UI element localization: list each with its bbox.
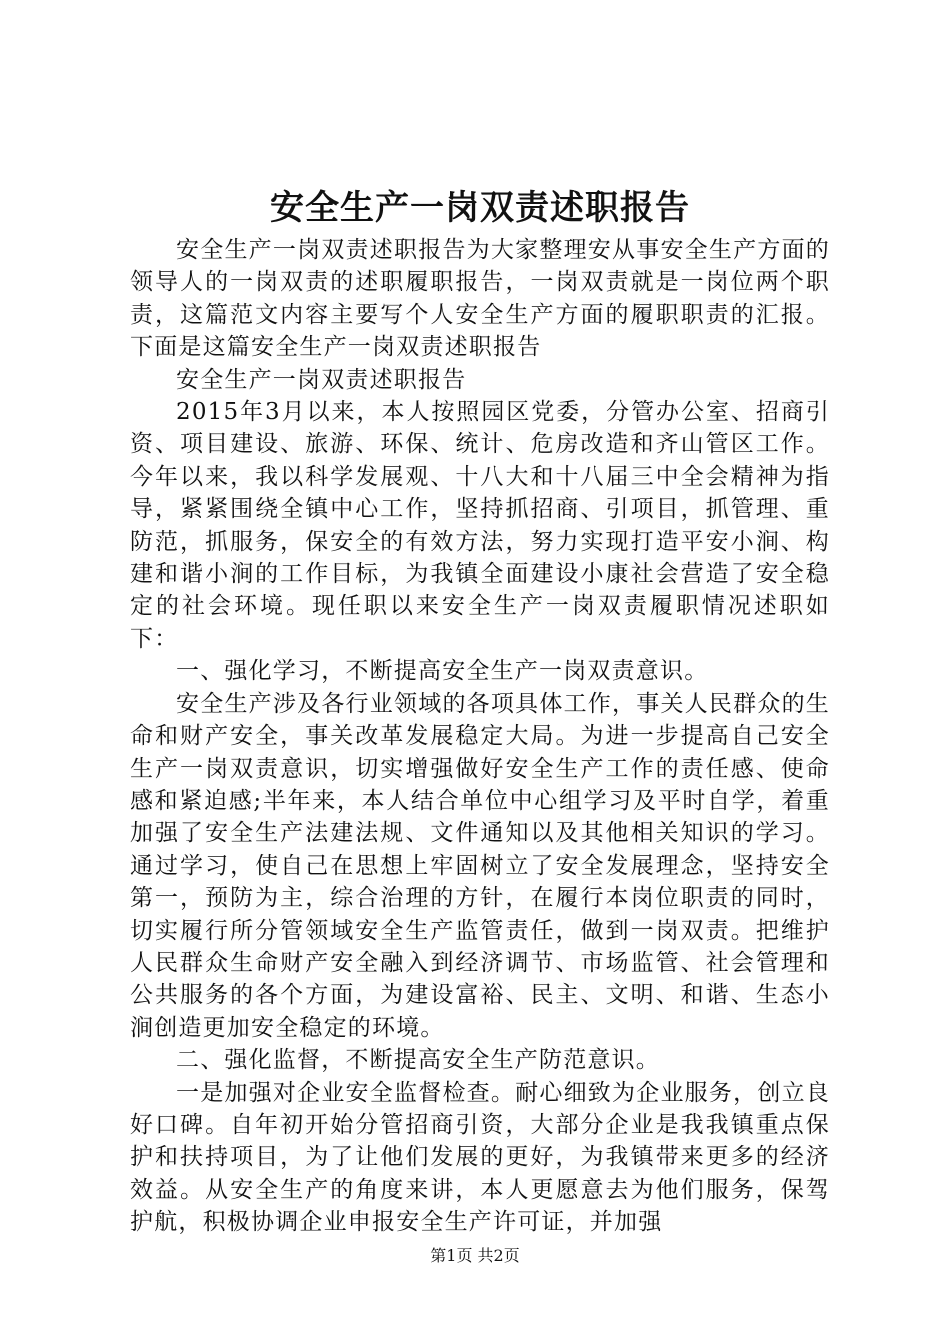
paragraph-overview: 2015年3月以来，本人按照园区党委，分管办公室、招商引资、项目建设、旅游、环保、统计、危房改造和齐山管区工作。今年以来，我以科学发展观、十八大和十八届三中全会精神为指导，紧紧围绕全镇中心工作，坚持抓招商、引项目，抓管理、重防范，抓服务，保安全的有效方法，努力实现打造平安小涧、构建和谐小涧的工作目标，为我镇全面建设小康社会营造了安全稳定的社会环境。现任职以来安全生产一岗双责履职情况述职如下： <box>130 399 830 652</box>
document-title: 安全生产一岗双责述职报告 <box>270 188 690 228</box>
paragraph-subtitle: 安全生产一岗双责述职报告 <box>176 366 467 393</box>
page-footer: 第1页 共2页 <box>430 1246 520 1265</box>
paragraph-intro: 安全生产一岗双责述职报告为大家整理安从事安全生产方面的领导人的一岗双责的述职履职报告，一岗双责就是一岗位两个职责，这篇范文内容主要写个人安全生产方面的履职职责的汇报。下面是这篇安全生产一岗双责述职报告 <box>130 237 830 361</box>
document-body <box>130 234 830 1239</box>
section-heading-2: 二、强化监督，不断提高安全生产防范意识。 <box>176 1047 660 1074</box>
paragraph-section-1: 安全生产涉及各行业领域的各项具体工作，事关人民群众的生命和财产安全，事关改革发展稳定大局。为进一步提高自己安全生产一岗双责意识，切实增强做好安全生产工作的责任感、使命感和紧迫感;半年来，本人结合单位中心组学习及平时自学，着重加强了安全生产法建法规、文件通知以及其他相关知识的学习。通过学习，使自己在思想上牢固树立了安全发展理念，坚持安全第一，预防为主，综合治理的方针，在履行本岗位职责的同时，切实履行所分管领域安全生产监管责任，做到一岗双责。把维护人民群众生命财产安全融入到经济调节、市场监管、社会管理和公共服务的各个方面，为建设富裕、民主、文明、和谐、生态小涧创造更加安全稳定的环境。 <box>130 690 830 1041</box>
section-heading-1: 一、强化学习，不断提高安全生产一岗双责意识。 <box>176 658 709 685</box>
paragraph-section-2: 一是加强对企业安全监督检查。耐心细致为企业服务，创立良好口碑。自年初开始分管招商引资，大部分企业是我我镇重点保护和扶持项目，为了让他们发展的更好，为我镇带来更多的经济效益。从安全生产的角度来讲，本人更愿意去为他们服务，保驾护航，积极协调企业申报安全生产许可证，并加强 <box>130 1079 830 1236</box>
